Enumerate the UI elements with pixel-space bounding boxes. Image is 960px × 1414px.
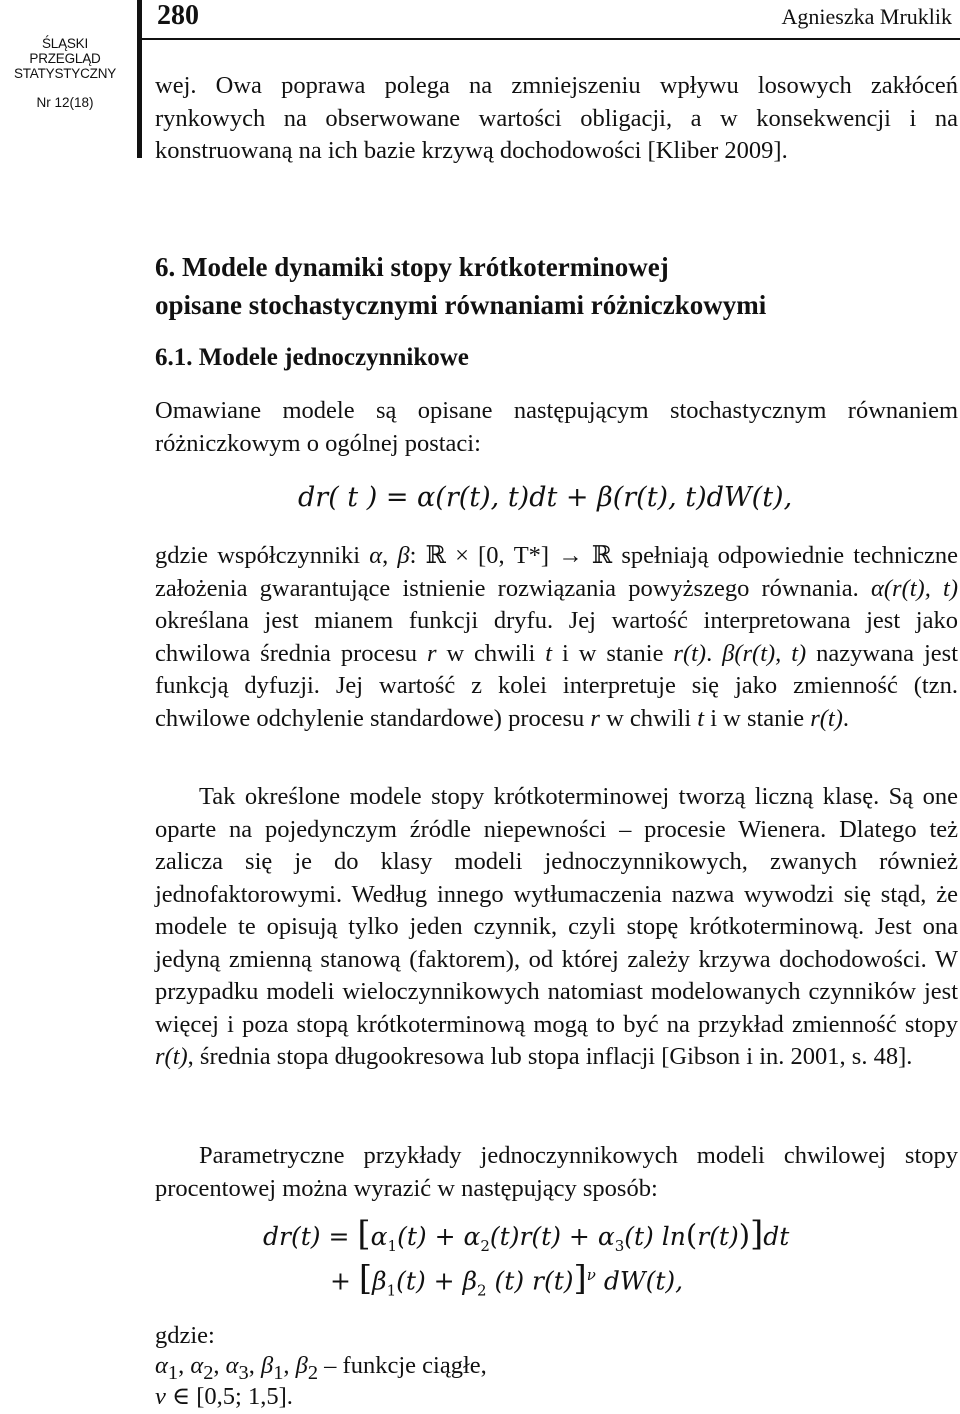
math-term: α <box>370 1222 388 1251</box>
math-symbol: ν <box>155 1383 166 1410</box>
text-run: w chwili <box>436 639 546 667</box>
math-subscript: 1 <box>386 1281 397 1300</box>
math-inline: α(r(t), t) <box>871 574 958 602</box>
section-heading-line: opisane stochastycznymi równaniami różniczkowymi <box>155 290 767 320</box>
math-subscript: 1 <box>273 1361 284 1384</box>
math-subscript: 1 <box>167 1361 179 1384</box>
text-run: , <box>178 1352 191 1379</box>
text-run: , <box>248 1352 261 1379</box>
text-run: i w stanie <box>552 639 674 667</box>
math-subscript: 2 <box>477 1281 487 1300</box>
section-heading-line: 6. Modele dynamiki stopy krótkoterminowej <box>155 252 669 282</box>
where-label: gdzie: <box>155 1322 215 1349</box>
equation-line: + [$\beta_1(t) + \beta_2$ (t) r(t)]$^\nu$ dW(t), <box>330 1258 684 1300</box>
intro-paragraph: wej. Owa poprawa polega na zmniejszeniu wpływu losowych zakłóceń rynkowych na obserwowane wartości obligacji, a w konsekwencji i na konstruowaną na ich bazie krzywą dochodowości [Kliber 2009]. <box>155 72 958 164</box>
margin-rule <box>137 0 142 158</box>
journal-name-line: ŚLĄSKI <box>41 36 89 51</box>
nu-range <box>155 1381 293 1412</box>
math-subscript: 3 <box>614 1237 625 1255</box>
math-symbol: β <box>260 1352 274 1379</box>
math-inline: r(t) <box>673 639 707 667</box>
section-heading <box>155 248 958 324</box>
text-run: , <box>213 1352 226 1379</box>
paragraph <box>155 540 958 735</box>
paragraph <box>155 781 958 1074</box>
math-symbol: t <box>545 639 553 667</box>
journal-name <box>0 36 130 81</box>
math-term: dW(t), <box>595 1266 684 1296</box>
math-term: α <box>463 1222 481 1251</box>
math-term: (t) + <box>397 1222 464 1251</box>
math-term: dt <box>763 1222 790 1251</box>
text-run: nazywana jest funkcją dyfuzji. Jej wartość z kolei interpretuje się jako zmienność (tzn. chwilowe odchylenie standardowe) procesu <box>155 639 959 732</box>
math-term: β <box>372 1266 387 1296</box>
text-run: w chwili <box>599 704 698 732</box>
math-symbol: α <box>369 542 383 569</box>
text-run: . <box>706 639 723 667</box>
math-term: dr(t) = <box>263 1222 358 1251</box>
math-term: r(t) <box>697 1222 739 1251</box>
math-symbol: r <box>590 704 600 732</box>
math-domain: : ℝ × [0, T*] → ℝ <box>409 542 613 569</box>
math-term: (t) + <box>396 1266 463 1296</box>
paragraph: Parametryczne przykłady jednoczynnikowych modeli chwilowej stopy procentowej można wyrazić w następujący sposób: <box>155 1142 958 1202</box>
math-term: (t)r(t) + <box>489 1222 598 1251</box>
text-run: spełniają odpowiednie techniczne założenia gwarantujące istnienie rozwiązania powyższego równania. <box>155 542 959 602</box>
equation: dr( t ) = α(r(t), t)dt + β(r(t), t)dW(t), <box>298 482 793 513</box>
math-term: + <box>330 1266 359 1296</box>
journal-name-line: PRZEGLĄD <box>29 51 101 66</box>
text-run: , średnia stopa długookresowa lub stopa inflacji [Gibson i in. 2001, s. 48]. <box>187 1043 913 1070</box>
math-symbol: α <box>155 1352 168 1379</box>
issue-number: Nr 12(18) <box>36 95 94 110</box>
math-subscript: 1 <box>387 1237 398 1255</box>
math-term: α <box>597 1222 615 1251</box>
text-run: gdzie współczynniki <box>155 542 361 569</box>
header-rule <box>142 38 960 40</box>
math-subscript: 2 <box>203 1361 214 1384</box>
math-subscript: 3 <box>238 1361 249 1384</box>
math-symbol: α <box>190 1352 204 1379</box>
running-author: Agnieszka Mruklik <box>781 4 952 29</box>
journal-name-line: STATYSTYCZNY <box>13 66 117 81</box>
text-run: , <box>283 1352 296 1379</box>
math-term: (t) r(t) <box>486 1266 574 1296</box>
text-run: – funkcje ciągłe, <box>318 1352 487 1379</box>
paragraph: Omawiane modele są opisane następującym stochastycznym równaniem różniczkowym o ogólnej postaci: <box>155 397 958 457</box>
text-run: ∈ [0,5; 1,5]. <box>165 1383 293 1410</box>
text-run: , <box>382 542 398 569</box>
math-symbol: r <box>426 639 437 667</box>
math-term: (t) <box>624 1222 662 1251</box>
math-term: β <box>462 1266 478 1296</box>
math-symbol: α <box>225 1352 239 1379</box>
page-number: 280 <box>157 0 199 31</box>
math-inline: r(t) <box>155 1043 188 1070</box>
text-run: określana jest mianem funkcji dryfu. Jej wartość interpretowana jest jako chwilowa średnia procesu <box>155 607 958 667</box>
math-term: ln <box>661 1222 686 1251</box>
math-symbol: β <box>295 1352 308 1379</box>
math-inline: r(t) <box>810 704 843 732</box>
math-subscript: 2 <box>307 1361 319 1384</box>
text-run: . <box>842 704 850 732</box>
text-run: Tak określone modele stopy krótkoterminowej tworzą liczną klasę. Są one oparte na pojedynczym źródle niepewności – procesie Wienera. Dlatego też zalicza się je do klasy modeli jednoczynnikowych, zwanych również jednofaktorowymi. Według innego wytłumaczenia nazwa wywodzi się stąd, że modele te opisują tylko jeden czynnik, czyli stopę krótkoterminową. Jest ona jedyną zmienną stanową (faktorem), od której zależy krzywa dochodowości. W przypadku modeli wieloczynnikowych natomiast modelowanych czynników jest więcej i poza stopą krótkoterminową mogą to być na przykład zmienność stopy <box>155 783 958 1038</box>
math-subscript: 2 <box>480 1237 490 1255</box>
math-symbol: t <box>697 704 705 732</box>
math-symbol: β <box>397 542 410 569</box>
math-superscript: ν <box>586 1266 596 1284</box>
subsection-heading: 6.1. Modele jednoczynnikowe <box>155 344 469 371</box>
equation-line: $dr(t) = [\alpha_1(t) + \alpha_2(t)r(t) + \alpha_3(t)$ ln(r(t))]dt <box>263 1214 790 1255</box>
text-run: i w stanie <box>704 704 811 732</box>
math-inline: β(r(t), t) <box>722 639 807 667</box>
